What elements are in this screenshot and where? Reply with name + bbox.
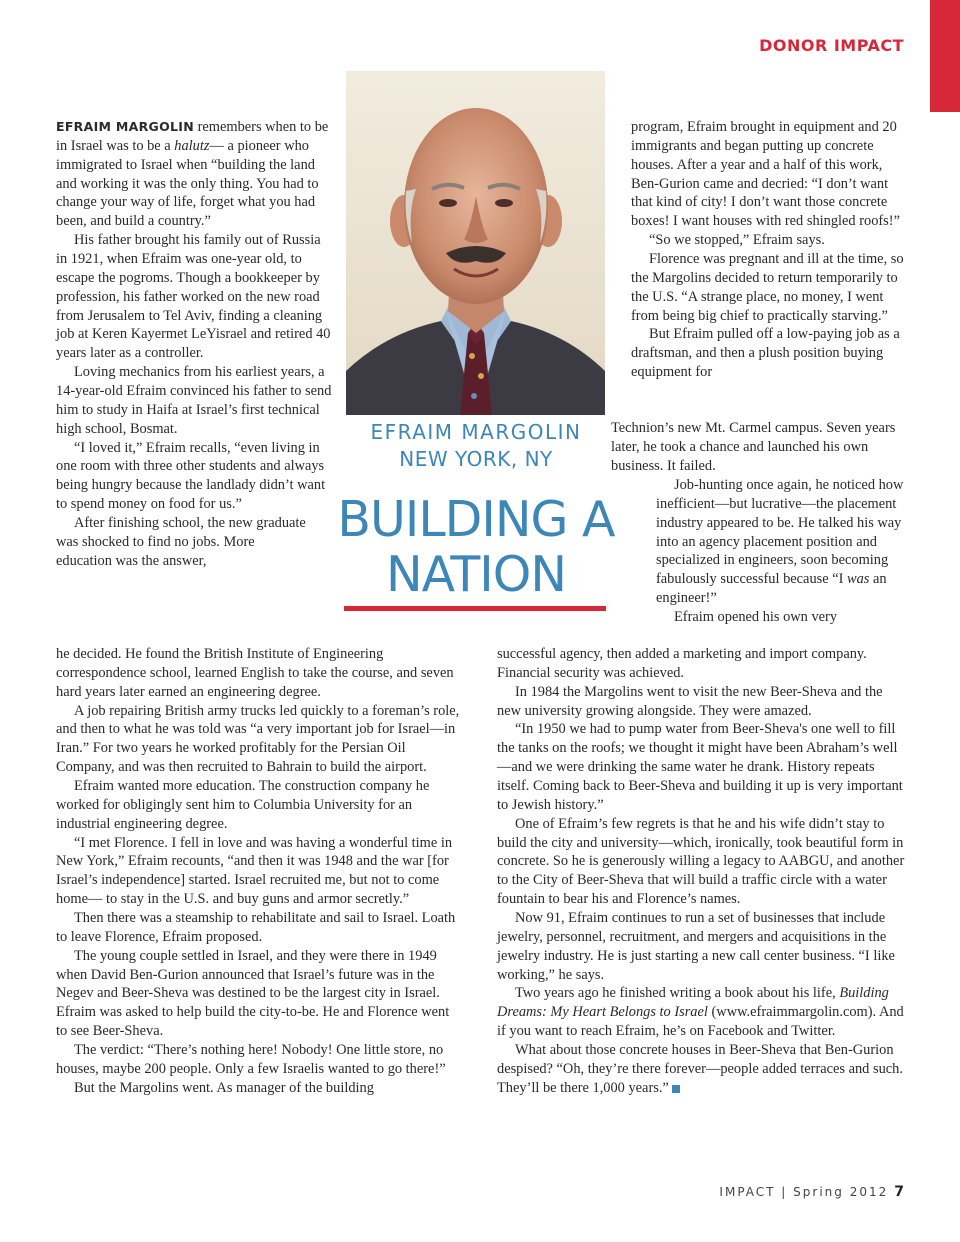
paragraph: he decided. He found the British Institute of Engineering correspondence school, learned English to take the course, and seven hard years later earned an engineering degree. (56, 646, 454, 700)
page-number: 7 (894, 1184, 904, 1200)
end-mark-icon (672, 1085, 680, 1093)
paragraph: But the Margolins went. As manager of the building (74, 1079, 374, 1096)
section-label: DONOR IMPACT (759, 36, 904, 55)
paragraph: “In 1950 we had to pump water from Beer-Sheva's one well to fill the tanks on the roofs; we thought it might have been Abraham’s well—and we were drinking the same water he drank. History repeats itself. Coming back to Beer-Sheva and building it up is very important to Jewish history.” (497, 721, 903, 813)
right-column-inset (656, 476, 909, 627)
paragraph: Loving mechanics from his earliest years, a 14-year-old Efraim convinced his father to send him to study in Haifa at Israel’s first technical high school, Bosmat. (56, 364, 332, 437)
headline-rule (344, 606, 606, 611)
paragraph: After finishing school, the new graduate was shocked to find no jobs. More education was the answer, (56, 515, 306, 569)
paragraph: EFRAIM MARGOLIN remembers when to be in Israel was to be a halutz— a pioneer who immigrated to Israel when “building the land and working it was the only thing. You had to change your way of life, forget what you had been, and build a country.” (56, 119, 329, 230)
subject-name: EFRAIM MARGOLIN (370, 420, 582, 444)
right-column-top (631, 118, 909, 382)
portrait-photo (346, 71, 605, 415)
paragraph: What about those concrete houses in Beer-Sheva that Ben-Gurion despised? “Oh, they’re there forever—people added terraces and such. They’ll be there 1,000 years.” (497, 1042, 903, 1096)
right-column-bottom (497, 645, 909, 1098)
paragraph: One of Efraim’s few regrets is that he and his wife didn’t stay to build the city and university—which, ironically, took beautiful form in concrete. So he is generously willing a legacy to AABGU, and another to the City of Beer-Sheva that will build a traffic circle with a water fountain to bear his and Florence’s names. (497, 815, 905, 908)
paragraph: “So we stopped,” Efraim says. (649, 232, 825, 249)
paragraph: The young couple settled in Israel, and they were there in 1949 when David Ben-Gurion announced that Israel’s future was in the Negev and Beer-Sheva was destined to be the largest city in Israel. Efraim was asked to help build the city-to-be. He and Florence went to see Beer-Sheva. (56, 947, 450, 1040)
paragraph: Then there was a steamship to rehabilitate and sail to Israel. Loath to leave Florence, Efraim proposed. (56, 910, 456, 945)
paragraph: Efraim opened his own very (674, 609, 838, 626)
paragraph: The verdict: “There’s nothing here! Nobody! One little store, no houses, maybe 200 people. Only a few Israelis wanted to go there!” (56, 1042, 446, 1077)
right-column-mid (611, 419, 909, 476)
paragraph: In 1984 the Margolins went to visit the new Beer-Sheva and the new university growing alongside. They were amazed. (497, 683, 883, 719)
left-column (56, 118, 332, 571)
publication-info: IMPACT | Spring 2012 (719, 1185, 889, 1199)
headline-line-1: BUILDING A (337, 491, 615, 548)
headline-line-2: NATION (386, 546, 566, 603)
lead-in: EFRAIM MARGOLIN (56, 119, 195, 134)
paragraph: “I met Florence. I fell in love and was having a wonderful time in New York,” Efraim recounts, “and then it was 1948 and the war [for Israel’s independence] started. Israel recruited me, but not to come home— to stay in the U.S. and buy guns and armor secretly.” (56, 834, 453, 908)
paragraph: Florence was pregnant and ill at the time, so the Margolins decided to return temporarily to the U.S. “A strange place, no money, I went from being big chief to practically starving.” (631, 251, 904, 324)
headline (330, 492, 622, 602)
paragraph: But Efraim pulled off a low-paying job as a draftsman, and then a plush position buying equipment for (631, 326, 900, 381)
paragraph: Technion’s new Mt. Carmel campus. Seven years later, he took a chance and launched his own business. It failed. (611, 420, 896, 474)
paragraph: successful agency, then added a marketing and import company. Financial security was achieved. (497, 646, 867, 681)
paragraph: Job-hunting once again, he noticed how inefficient—but lucrative—the placement industry appeared to be. He talked his way into an agency placement position and specialized in engineers, soon becoming fabulously successful because “I was an engineer!” (656, 477, 904, 607)
subject-location: NEW YORK, NY (399, 447, 553, 471)
paragraph: “I loved it,” Efraim recalls, “even living in one room with three other students and always being hungry because the landlady didn’t want to spend money on food for us.” (56, 439, 326, 513)
paragraph: A job repairing British army trucks led quickly to a foreman’s role, and then to what he was told was “a very important job for Israel—in Iran.” For two years he worked profitably for the Persian Oil Company, and was then recruited to Bahrain to build the airport. (56, 702, 460, 776)
paragraph: Now 91, Efraim continues to run a set of businesses that include jewelry, personnel, recruitment, and mergers and acquisitions in the jewelry industry. He is just starting a new call center business. “I like working,” he says. (497, 910, 895, 983)
left-column-wide (56, 645, 462, 1098)
paragraph: Two years ago he finished writing a book about his life, Building Dreams: My Heart Belongs to Israel (www.efraimmargolin.com). And if you want to reach Efraim, he’s on Facebook and Twitter. (497, 985, 904, 1040)
article-caption (330, 420, 622, 602)
paragraph: program, Efraim brought in equipment and 20 immigrants and began putting up concrete houses. After a year and a half of this work, Ben-Gurion came and decried: “I don’t want that kind of city! I don’t want those concrete boxes! I want houses with red shingled roofs!” (631, 119, 900, 230)
paragraph: Efraim wanted more education. The construction company he worked for obligingly sent him to Columbia University for an industrial engineering degree. (56, 778, 430, 832)
page-footer (719, 1184, 904, 1200)
paragraph: His father brought his family out of Russia in 1921, when Efraim was one-year old, to escape the pogroms. Though a bookkeeper by profession, his father worked on the new road from Jerusalem to Tel Aviv, finding a cleaning job at Keren Kayermet LeYisrael and retired 40 years later as a controller. (56, 232, 331, 362)
red-corner-tab (930, 0, 960, 112)
